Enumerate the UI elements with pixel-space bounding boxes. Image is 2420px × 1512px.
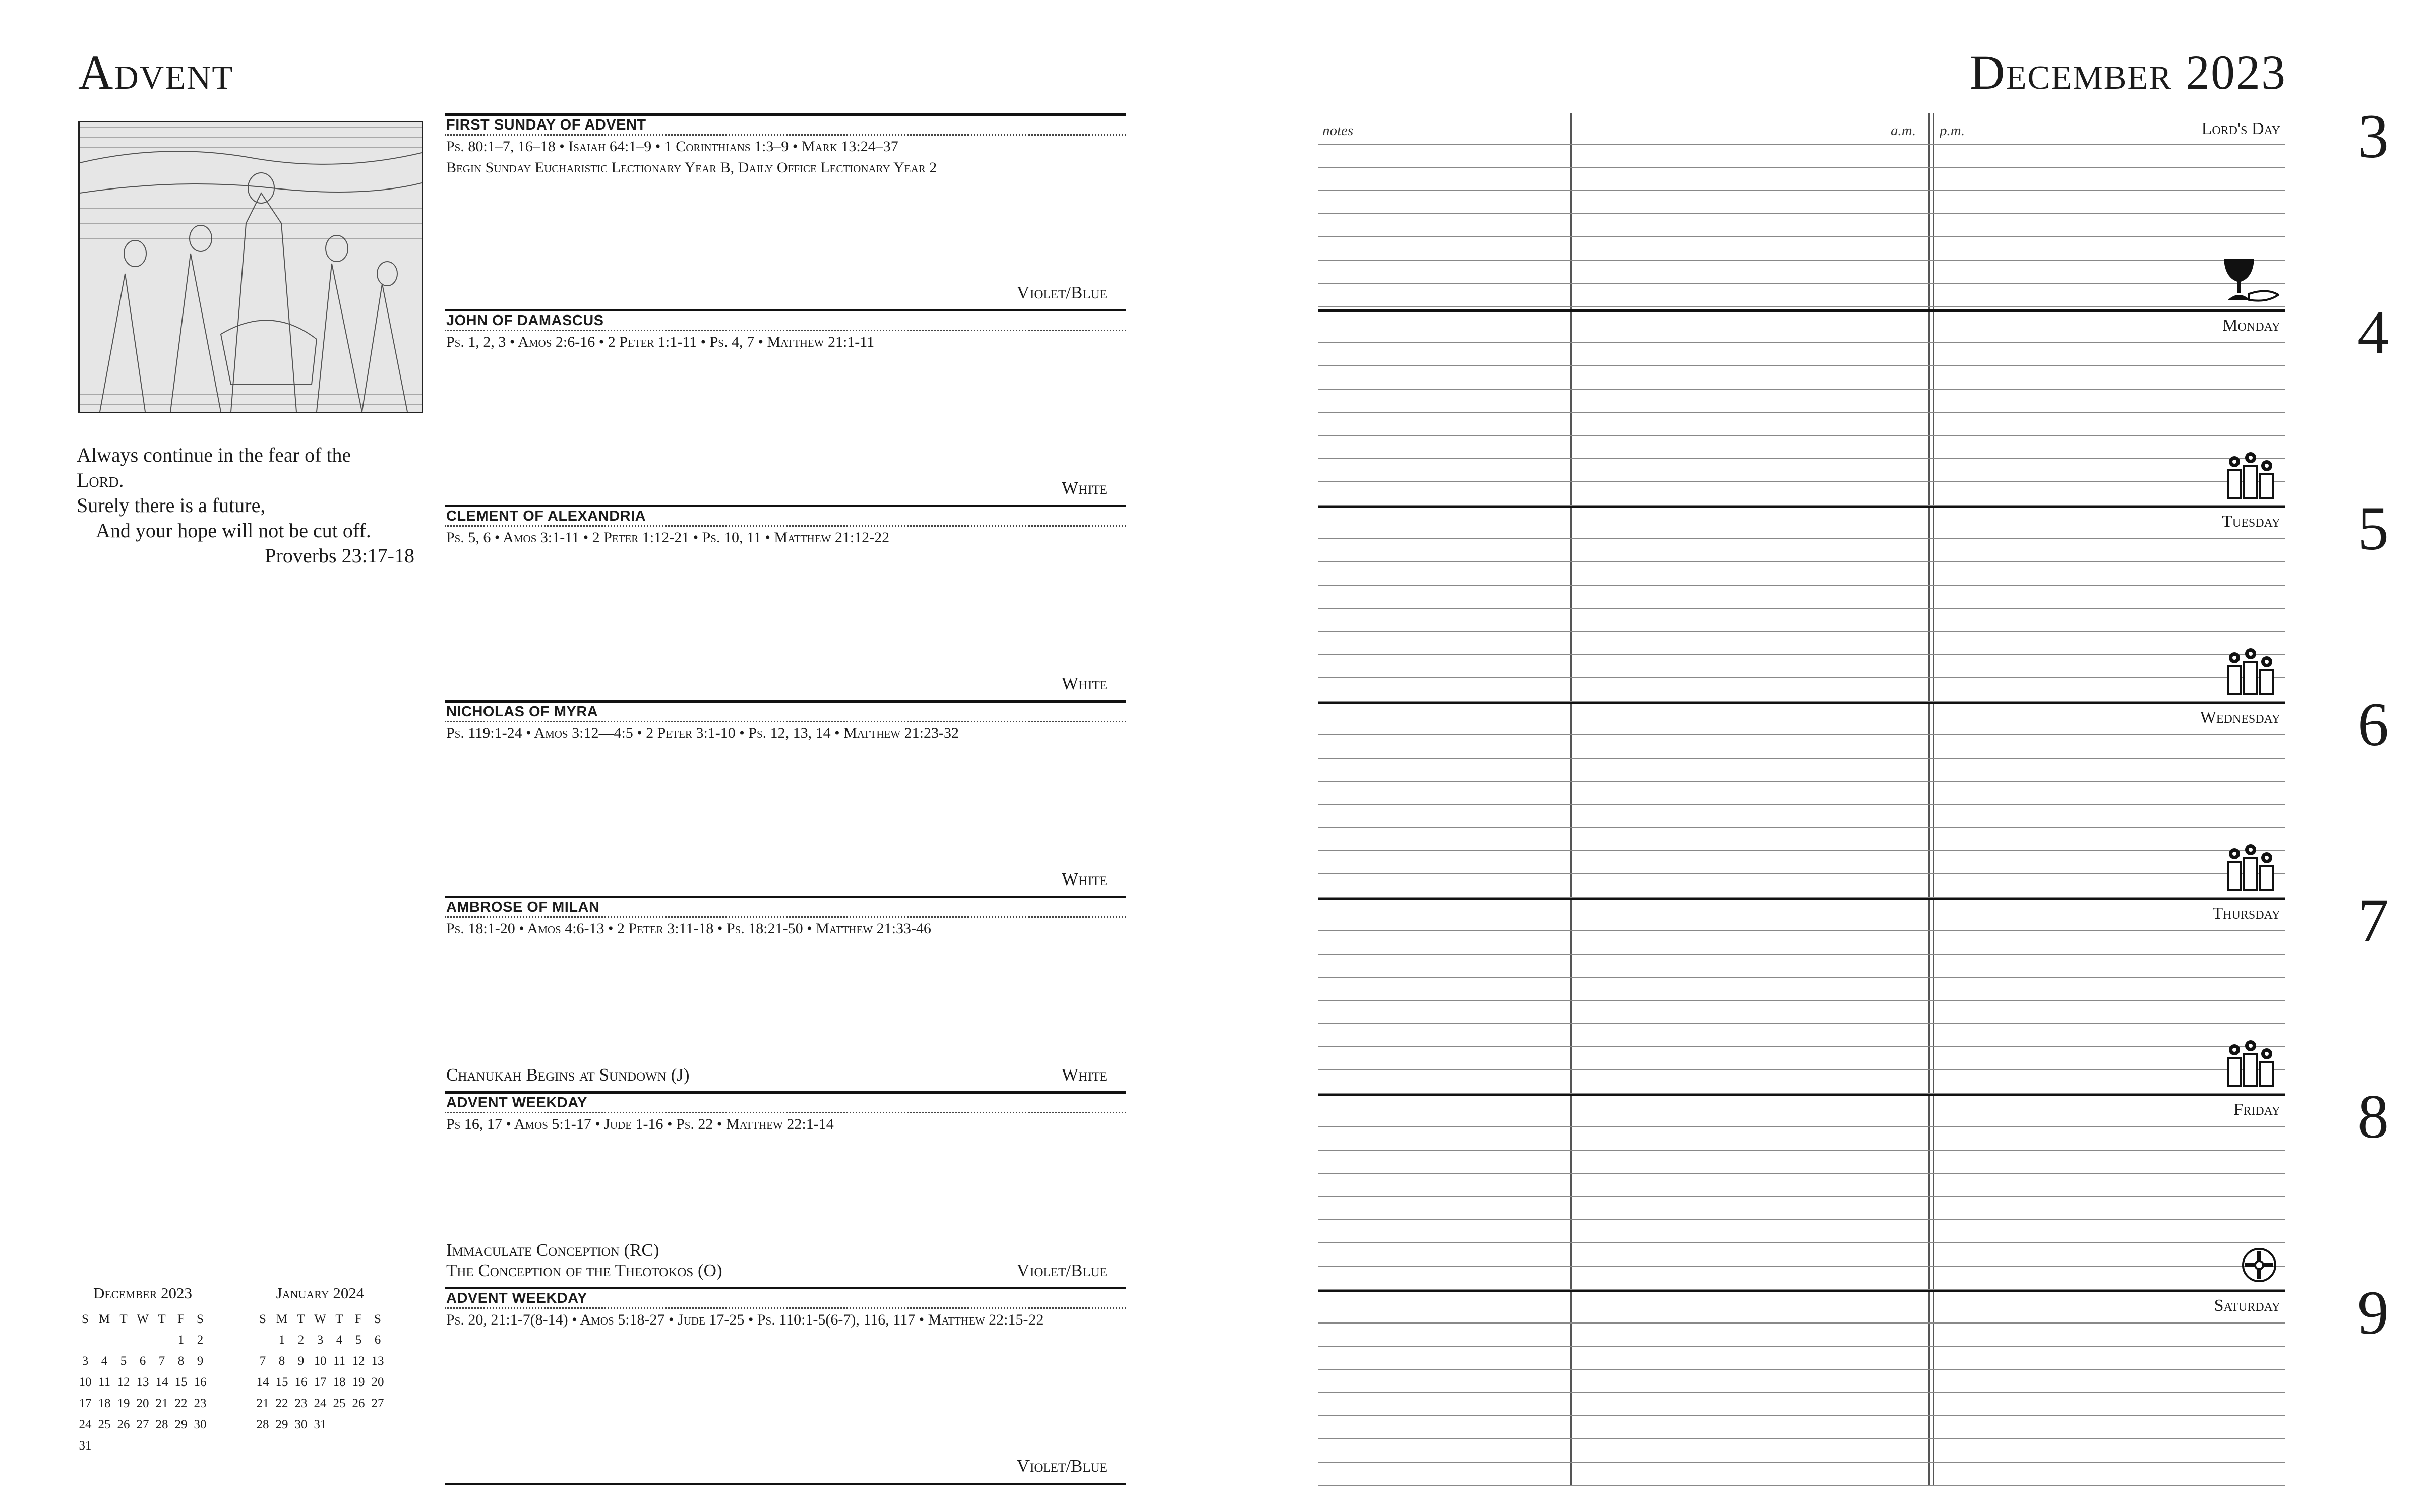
mini-calendar-date: 16 [294,1375,308,1389]
feast-name: CLEMENT OF ALEXANDRIA [445,505,1126,527]
mini-calendar-date: 20 [371,1375,384,1389]
mini-calendar-date: 14 [256,1375,269,1389]
liturgical-color: White [1062,674,1107,694]
mini-calendar-date: 4 [336,1333,343,1347]
quote-line: And your hope will not be cut off. [96,519,371,542]
readings: Ps. 1, 2, 3 • Amos 2:6-16 • 2 Peter 1:1-11 • Ps. 4, 7 • Matthew 21:1-11 [446,334,875,350]
mini-calendar-date: 17 [79,1397,92,1410]
day-number: 7 [2357,886,2389,955]
mini-calendar-date: 15 [275,1375,288,1389]
notes-header: notes [1322,122,1354,139]
weekday-initial: F [355,1312,362,1326]
readings: Ps. 5, 6 • Amos 3:1-11 • 2 Peter 1:12-21 • Ps. 10, 11 • Matthew 21:12-22 [446,529,890,546]
ruled-line [1318,873,2285,874]
page-end-rule [445,1483,1126,1485]
readings: Ps. 18:1-20 • Amos 4:6-13 • 2 Peter 3:11-18 • Ps. 18:21-50 • Matthew 21:33-46 [446,920,931,937]
ruled-line [1318,930,2285,931]
quote-line: Always continue in the fear of the [77,444,351,466]
mini-calendar-date: 24 [79,1418,92,1431]
mini-calendar-date: 3 [317,1333,324,1347]
scripture-quote [77,443,414,569]
mini-calendar-date: 10 [79,1375,92,1389]
mini-calendar-date: 21 [256,1397,269,1410]
lectionary-day [445,700,1126,896]
candles-icon [2224,647,2279,700]
mini-calendar-date: 22 [275,1397,288,1410]
ruled-line [1318,1369,2285,1370]
ruled-line [1318,954,2285,955]
mini-calendar-date: 26 [117,1418,130,1431]
mini-calendar-date: 25 [333,1397,346,1410]
feast-name: ADVENT WEEKDAY [445,1091,1126,1113]
ruled-line [1318,1392,2285,1393]
ruled-line [1318,283,2285,284]
ruled-line [1318,850,2285,851]
ruled-line [1318,1046,2285,1047]
candles-icon [2224,1039,2279,1092]
mini-calendar-date: 7 [259,1354,266,1368]
day-number: 8 [2357,1082,2389,1151]
mini-calendar-date [76,1330,95,1351]
ruled-line [1318,481,2285,482]
quote-line: Lord. [77,469,124,491]
am-header: a.m. [1891,122,1916,139]
mini-calendar-date: 5 [355,1333,362,1347]
mini-calendar-date [114,1435,133,1457]
weekday-label: Tuesday [2222,512,2280,531]
mini-calendar-date: 31 [314,1418,327,1431]
mini-calendar-title: January 2024 [276,1284,365,1302]
mini-calendar-date [152,1435,171,1457]
season-title: Advent [78,45,234,99]
ruled-line [1318,827,2285,828]
mini-calendar-grid [253,1309,387,1435]
ruled-line [1318,213,2285,214]
ruled-line [1318,144,2285,145]
mini-calendar-date: 10 [314,1354,327,1368]
readings: Ps 16, 17 • Amos 5:1-17 • Jude 1-16 • Ps. 22 • Matthew 22:1-14 [446,1116,834,1132]
mini-calendar-date: 21 [155,1397,168,1410]
mini-calendar-date: 16 [194,1375,207,1389]
liturgical-color: Violet/Blue [1016,1261,1107,1280]
day-number: 9 [2357,1278,2389,1347]
mini-calendar-date: 11 [333,1354,346,1368]
mini-calendar-date: 7 [158,1354,165,1368]
mini-calendar-date [330,1414,349,1435]
mini-calendar-date: 14 [155,1375,168,1389]
mini-calendar-date [152,1330,171,1351]
ruled-line [1318,585,2285,586]
weekday-label: Saturday [2214,1296,2280,1315]
ruled-line [1318,1415,2285,1416]
feast-name: AMBROSE OF MILAN [445,896,1126,918]
candles-icon [2224,451,2279,503]
mini-calendar-date: 19 [117,1397,130,1410]
feast-name: NICHOLAS OF MYRA [445,700,1126,722]
mini-calendar-date: 27 [371,1397,384,1410]
day-number: 6 [2357,690,2389,759]
mini-calendar-date: 15 [174,1375,188,1389]
weekday-initial: F [177,1312,185,1326]
mini-calendar-date: 1 [177,1333,185,1347]
weekday-initial: W [137,1312,149,1326]
weekday-initial: S [259,1312,266,1326]
mini-calendar-date: 12 [117,1375,130,1389]
mini-calendar-date: 6 [374,1333,381,1347]
mini-calendar-date: 23 [194,1397,207,1410]
mini-calendar-grid [76,1309,210,1457]
candles-icon [2224,843,2279,896]
weekday-initial: M [98,1312,110,1326]
ruled-line [1318,306,2285,307]
quote-reference: Proverbs 23:17-18 [265,544,414,567]
ruled-line [1318,781,2285,782]
ruled-line [1318,631,2285,632]
mini-calendar-date: 2 [297,1333,305,1347]
day-number: 3 [2357,102,2389,171]
readings: Ps. 80:1–7, 16–18 • Isaiah 64:1–9 • 1 Corinthians 1:3–9 • Mark 13:24–37 [446,138,898,155]
weekday-initial: S [197,1312,204,1326]
ruled-line [1318,1173,2285,1174]
mini-calendar-date: 31 [79,1439,92,1453]
mini-calendar-december [76,1284,210,1457]
mini-calendar-date [349,1414,368,1435]
weekday-initial: S [374,1312,381,1326]
pm-header: p.m. [1940,122,1965,139]
cross-circle-icon [2239,1245,2279,1288]
weekday-initial: T [297,1312,305,1326]
ruled-line [1318,758,2285,759]
liturgical-color: White [1062,478,1107,498]
ruled-line [1318,1438,2285,1439]
mini-calendar-date: 29 [174,1418,188,1431]
mini-calendar-date: 30 [194,1418,207,1431]
mini-calendar-date: 3 [82,1354,89,1368]
weekday-label: Thursday [2212,904,2280,923]
quote-line: Surely there is a future, [77,494,266,517]
ruled-line [1318,236,2285,237]
mini-calendar-date [133,1435,152,1457]
liturgical-color: Violet/Blue [1016,283,1107,302]
weekday-label: Friday [2233,1100,2280,1119]
day-slot[interactable] [1318,1094,2285,1290]
mini-calendar-date [253,1330,272,1351]
lectionary-day [445,1287,1126,1482]
mini-calendar-date: 11 [98,1375,111,1389]
mini-calendar-january [253,1284,387,1435]
ruled-line [1318,1346,2285,1347]
ruled-line [1318,190,2285,191]
day-number: 5 [2357,494,2389,563]
illustration-engraving [78,121,424,413]
mini-calendar-date: 18 [333,1375,346,1389]
weekday-initial: S [82,1312,89,1326]
readings: Ps. 119:1-24 • Amos 3:12—4:5 • 2 Peter 3:1-10 • Ps. 12, 13, 14 • Matthew 21:23-32 [446,725,959,741]
mini-calendar-date: 25 [98,1418,111,1431]
lectionary-day [445,1091,1126,1287]
mini-calendar-date [171,1435,191,1457]
day-slot[interactable] [1318,898,2285,1094]
mini-calendar-title: December 2023 [93,1284,193,1302]
liturgical-color: White [1062,869,1107,889]
weekday-initial: M [276,1312,288,1326]
mini-calendar-date: 20 [136,1397,149,1410]
ruled-line [1318,1196,2285,1197]
mini-calendar-date [114,1330,133,1351]
observance-note: Chanukah Begins at Sundown (J) [446,1065,690,1085]
weekday-label: Monday [2222,316,2280,335]
ruled-line [1318,654,2285,655]
mini-calendar-date: 1 [278,1333,285,1347]
mini-calendar-date [191,1435,210,1457]
mini-calendar-date: 23 [294,1397,308,1410]
readings: Ps. 20, 21:1-7(8-14) • Amos 5:18-27 • Jude 17-25 • Ps. 110:1-5(6-7), 116, 117 • Matthew 22:15-22 [446,1311,1044,1328]
mini-calendar-date [95,1435,114,1457]
mini-calendar-date: 12 [352,1354,365,1368]
mini-calendar-date: 28 [155,1418,168,1431]
mini-calendar-date: 8 [177,1354,185,1368]
liturgical-color: White [1062,1065,1107,1085]
ruled-line [1318,1219,2285,1220]
ruled-line [1318,435,2285,436]
ruled-line [1318,608,2285,609]
weekday-initial: W [314,1312,326,1326]
ruled-line [1318,538,2285,539]
day-number: 4 [2357,298,2389,367]
ruled-line [1318,1000,2285,1001]
lectionary-column [445,113,1126,1482]
liturgical-color: Violet/Blue [1016,1456,1107,1476]
ruled-line [1318,365,2285,366]
day-slot[interactable] [1318,309,2285,506]
observance-note: Immaculate Conception (RC) The Conception of the Theotokos (O) [446,1240,722,1280]
chalice-icon [2219,255,2279,307]
mini-calendar-date: 19 [352,1375,365,1389]
ruled-line [1318,1023,2285,1024]
ruled-line [1318,1126,2285,1127]
mini-calendar-date: 26 [352,1397,365,1410]
feast-name: JOHN OF DAMASCUS [445,309,1126,331]
weekday-initial: T [119,1312,128,1326]
day-slot[interactable] [1318,506,2285,702]
mini-calendar-date: 13 [136,1375,149,1389]
week-grid [1318,113,2285,1486]
mini-calendar-date: 2 [197,1333,204,1347]
ruled-line [1318,260,2285,261]
weekday-initial: T [335,1312,343,1326]
ruled-line [1318,561,2285,562]
mini-calendar-date [368,1414,387,1435]
mini-calendar-date: 13 [371,1354,384,1368]
ruled-line [1318,167,2285,168]
mini-calendar-date: 5 [120,1354,127,1368]
mini-calendar-date: 6 [139,1354,146,1368]
mini-calendar-date: 4 [101,1354,108,1368]
ruled-line [1318,1069,2285,1070]
mini-calendar-date: 8 [278,1354,285,1368]
ruled-line [1318,734,2285,735]
day-slot[interactable] [1318,702,2285,898]
lectionary-day [445,896,1126,1091]
ruled-line [1318,1150,2285,1151]
mini-calendar-date: 9 [297,1354,305,1368]
mini-calendar-date [95,1330,114,1351]
lectionary-day [445,309,1126,505]
mini-calendar-date: 18 [98,1397,111,1410]
ruled-line [1318,1462,2285,1463]
ruled-line [1318,412,2285,413]
weekday-initial: T [158,1312,166,1326]
day-slot[interactable] [1318,1290,2285,1486]
ruled-line [1318,342,2285,343]
feast-name: FIRST SUNDAY OF ADVENT [445,113,1126,136]
feast-name: ADVENT WEEKDAY [445,1287,1126,1309]
lectionary-note: Begin Sunday Eucharistic Lectionary Year B, Daily Office Lectionary Year 2 [446,159,937,176]
month-title: December 2023 [1970,45,2286,99]
mini-calendar-date: 29 [275,1418,288,1431]
ruled-line [1318,977,2285,978]
weekday-label: Wednesday [2200,708,2280,727]
lectionary-day [445,113,1126,309]
mini-calendar-date [133,1330,152,1351]
ruled-line [1318,677,2285,678]
ruled-line [1318,1485,2285,1486]
mini-calendar-date: 22 [174,1397,188,1410]
ruled-line [1318,804,2285,805]
ruled-line [1318,1322,2285,1324]
mini-calendar-date: 17 [314,1375,327,1389]
mini-calendar-date: 9 [197,1354,204,1368]
lectionary-day [445,505,1126,700]
ruled-line [1318,458,2285,459]
mini-calendar-date: 24 [314,1397,327,1410]
ruled-line [1318,1266,2285,1267]
ruled-line [1318,1242,2285,1243]
mini-calendar-date: 28 [256,1418,269,1431]
mini-calendar-date: 30 [294,1418,308,1431]
day-slot[interactable] [1318,113,2285,309]
weekday-label: Lord's Day [2201,119,2280,138]
mini-calendar-date: 27 [136,1418,149,1431]
ruled-line [1318,389,2285,390]
